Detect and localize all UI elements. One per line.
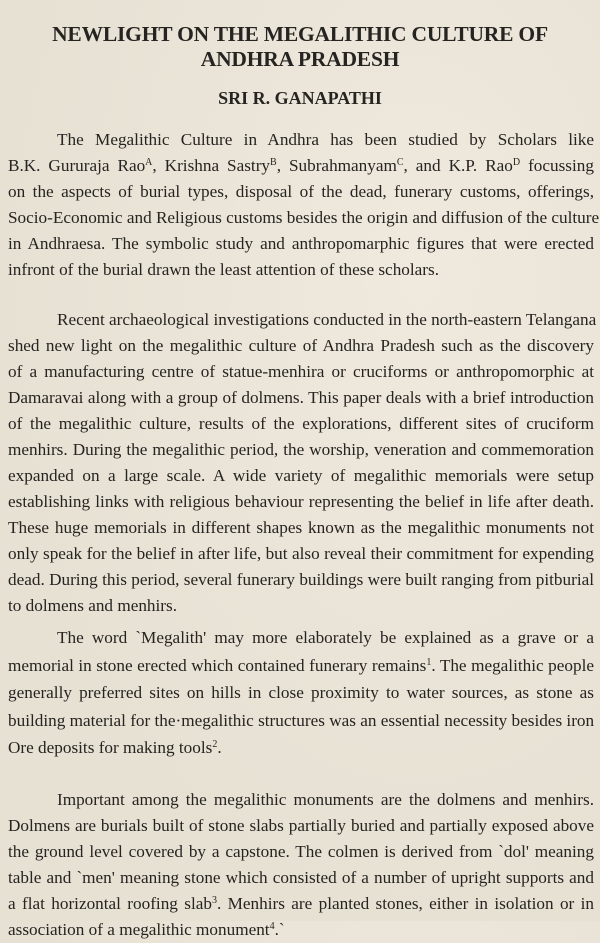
text-line [8,891,594,917]
text-segment: The word `Megalith' may more elaborately be explained as a grave or a [57,628,594,647]
text-line [8,333,594,359]
text-line [8,231,594,257]
text-line [8,153,594,179]
text-line [8,307,597,333]
paragraph [8,127,600,283]
article-title [0,22,600,72]
text-line [8,679,594,707]
text-segment: Damaravai along with a group of dolmens. This paper deals with a brief introduction [8,388,594,407]
footnote-marker: D [512,157,521,168]
text-line [8,515,594,541]
text-segment: , Krishna Sastry [152,156,271,175]
text-segment: , and K.P. Rao [403,156,513,175]
text-segment: B.K. Gururaja Rao [8,156,146,175]
text-line [8,463,594,489]
text-segment: in Andhraesa. The symbolic study and anthropomarphic figures that were erected [8,234,594,253]
text-segment: focussing [520,156,594,175]
text-segment: to dolmens and menhirs. [8,596,177,615]
text-segment: table and `men' meaning stone which consisted of a number of upright supports and [8,868,594,887]
text-line [8,489,594,515]
text-segment: Ore deposits for making tools [8,738,213,757]
paragraph [8,787,594,943]
footnote-marker: A [145,157,153,168]
text-line [8,541,594,567]
text-segment: association of a megalithic monument [8,920,270,939]
text-segment: infront of the burial drawn the least attention of these scholars. [8,260,439,279]
text-segment: only speak for the belief in after life, but also reveal their commitment for expending [8,544,594,563]
footnote-marker: 4 [269,921,275,932]
text-line [8,652,594,680]
text-line [8,865,594,891]
text-segment: Important among the megalithic monuments are the dolmens and menhirs. [57,790,594,809]
text-segment: Dolmens are burials built of stone slabs partially buried and partially exposed above [8,816,594,835]
text-line [8,624,594,652]
footnote-marker: 3 [211,895,217,906]
text-segment: the ground level covered by a capstone. The colmen is derived from `dol' meaning [8,842,594,861]
footnote-marker: B [270,157,277,168]
text-segment: of the megalithic culture, results of the explorations, different sites of cruciform [8,414,594,433]
text-segment: expanded on a large scale. A wide variety of megalithic memorials were setup [8,466,594,485]
text-segment: building material for the·megalithic structures was an essential necessity besides iron [8,710,595,730]
text-segment: of a manufacturing centre of statue-menhira or cruciforms or anthropomorphic at [8,362,594,381]
text-segment: a flat horizontal roofing slab [8,894,212,913]
text-line [8,437,594,463]
title-line: ANDHRA PRADESH [200,47,400,71]
paragraph [8,624,594,762]
text-line [8,385,594,411]
text-line [8,813,594,839]
text-segment: , Subrahmanyam [276,156,397,175]
text-line [8,359,594,385]
text-line [8,707,594,735]
text-line [8,787,594,813]
text-segment: menhirs. During the megalithic period, the worship, veneration and commemoration [8,440,594,459]
text-segment: .` [274,920,285,939]
footnote-marker: C [396,157,404,168]
author-name: SRI R. GANAPATHI [218,88,382,108]
text-line [8,593,594,619]
text-segment: establishing links with religious behaviour representing the belief in life after death. [8,492,594,511]
text-line [8,839,594,865]
text-segment: on the aspects of burial types, disposal of the dead, funerary customs, offerings, [8,182,594,201]
text-segment: These huge memorials in different shapes known as the megalithic monuments not [8,518,594,537]
text-segment: . Menhirs are planted stones, either in isolation or in [216,894,594,913]
text-line [8,411,594,437]
text-line [8,567,594,593]
text-line [8,734,594,762]
text-segment: dead. During this period, several funerary buildings were built ranging from pitburial [8,570,594,589]
footnote-marker: 1 [426,656,432,668]
text-line [8,127,594,153]
text-segment: The Megalithic Culture in Andhra has been studied by Scholars like [57,130,594,149]
text-line [8,257,594,283]
text-line [8,179,594,205]
text-segment: shed new light on the megalithic culture of Andhra Pradesh such as the discovery [8,336,594,355]
text-segment: . [217,738,222,757]
text-segment: generally preferred sites on hills in close proximity to water sources, as stone as [8,683,594,702]
text-line [8,205,600,231]
text-segment: . The megalithic people [431,655,594,675]
footnote-marker: 2 [212,739,218,750]
text-segment: Recent archaeological investigations conducted in the north-eastern Telangana [57,310,597,329]
text-segment: memorial in stone erected which contained funerary remains [8,655,427,675]
paragraph [8,307,597,619]
title-line: NEWLIGHT ON THE MEGALITHIC CULTURE OF [52,22,548,46]
text-segment: Socio-Economic and Religious customs besides the origin and diffusion of the culture [8,208,600,227]
